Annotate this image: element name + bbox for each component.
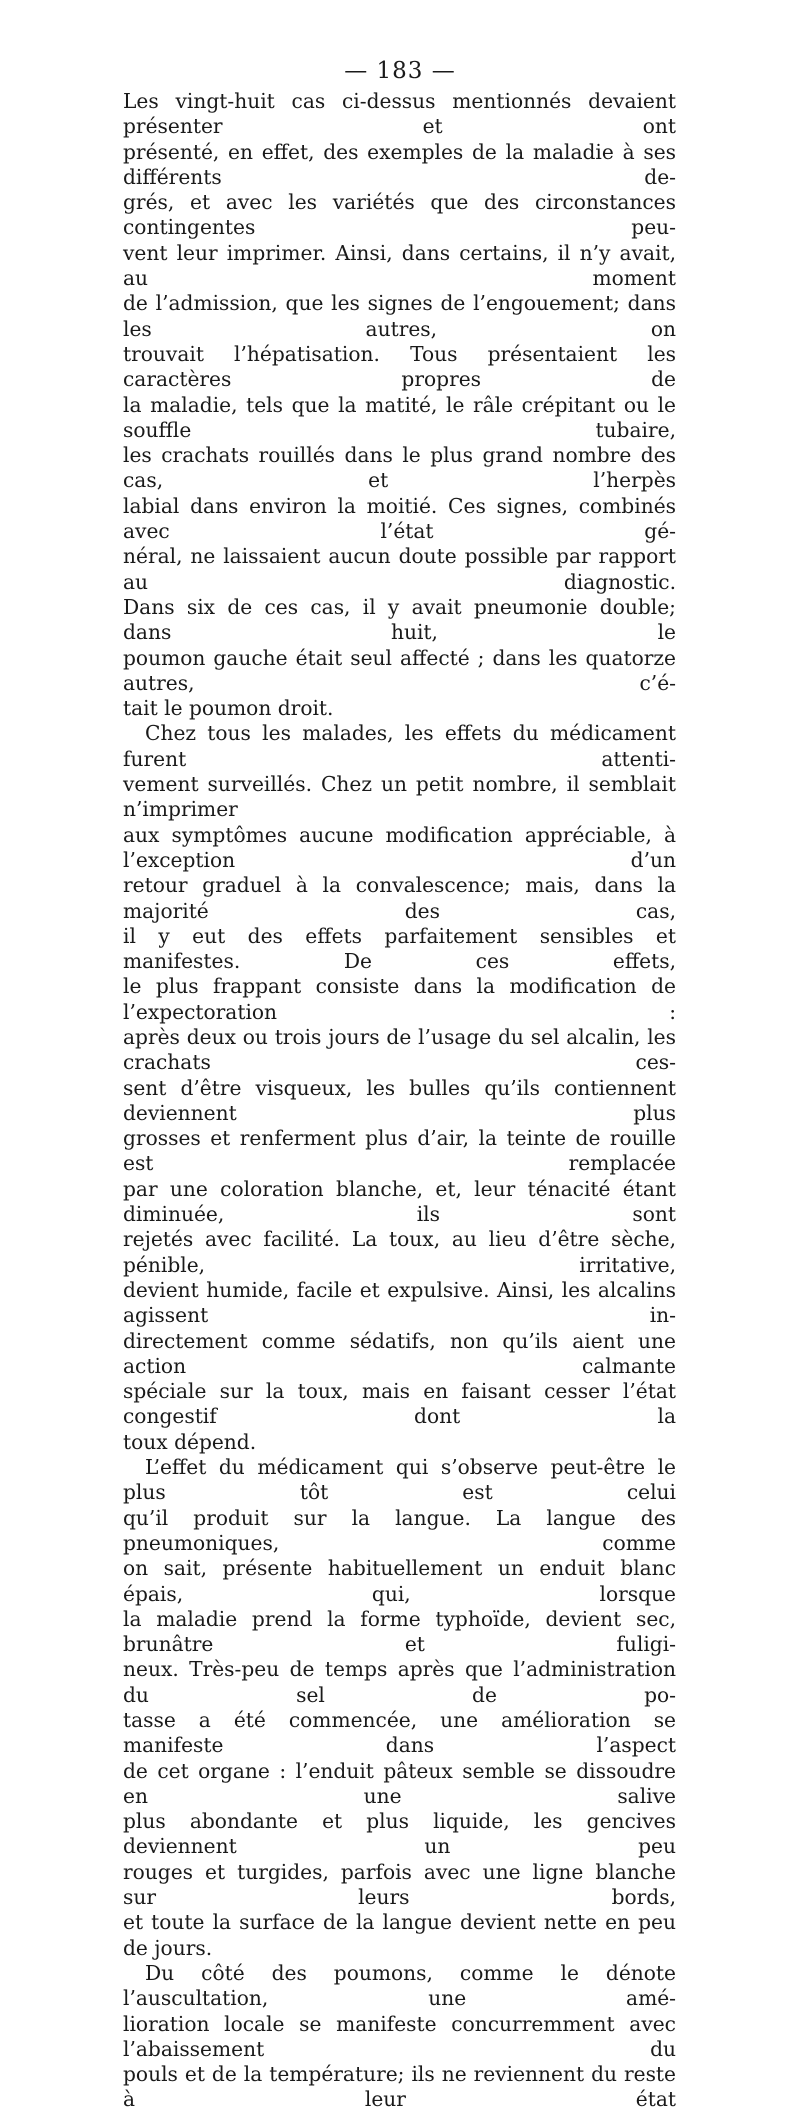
text-line: tasse a été commencée, une amélioration se manifeste dans l’aspect [123, 1708, 676, 1758]
text-line: sent d’être visqueux, les bulles qu’ils contiennent deviennent plus [123, 1075, 676, 1125]
text-line: et toute la surface de la langue devient nette en peu de jours. [123, 1910, 676, 1960]
text-line: la maladie prend la forme typhoïde, devient sec, brunâtre et fuligi- [123, 1606, 676, 1657]
text-line: qu’il produit sur la langue. La langue des pneumoniques, comme [123, 1505, 676, 1555]
page-number: — 183 — [344, 58, 456, 84]
text-line: vent leur imprimer. Ainsi, dans certains, il n’y avait, au moment [123, 240, 676, 291]
text-line: présenté, en effet, des exemples de la maladie à ses différents de- [123, 139, 676, 189]
text-line: spéciale sur la toux, mais en faisant cesser l’état congestif dont la [123, 1379, 676, 1429]
text-line: pouls et de la température; ils ne reviennent du reste à leur état [123, 2062, 676, 2112]
text-line: lioration locale se manifeste concurremment avec l’abaissement du [123, 2011, 676, 2061]
text-line: Chez tous les malades, les effets du médicament furent attenti- [123, 721, 676, 771]
text-line: poumon gauche était seul affecté ; dans les quatorze autres, c’é- [123, 645, 676, 695]
text-line: on sait, présente habituellement un enduit blanc épais, qui, lorsque [123, 1556, 676, 1606]
text-line: aux symptômes aucune modification appréciable, à l’exception d’un [123, 822, 676, 872]
text-line: L’effet du médicament qui s’observe peut-être le plus tôt est celui [123, 1455, 676, 1505]
text-line: il y eut des effets parfaitement sensibles et manifestes. De ces effets, [123, 923, 676, 974]
text-line: Dans six de ces cas, il y avait pneumonie double; dans huit, le [123, 594, 676, 645]
text-line: de l’admission, que les signes de l’engouement; dans les autres, on [123, 291, 676, 341]
body-text [123, 89, 676, 2113]
text-line: par une coloration blanche, et, leur ténacité étant diminuée, ils sont [123, 1176, 676, 1227]
text-line: labial dans environ la moitié. Ces signes, combinés avec l’état gé- [123, 493, 676, 544]
text-line: directement comme sédatifs, non qu’ils aient une action calmante [123, 1328, 676, 1378]
text-line: les crachats rouillés dans le plus grand nombre des cas, et l’herpès [123, 443, 676, 493]
text-line: neux. Très-peu de temps après que l’administration du sel de po- [123, 1657, 676, 1707]
text-line: rouges et turgides, parfois avec une ligne blanche sur leurs bords, [123, 1859, 676, 1910]
text-line: plus abondante et plus liquide, les gencives deviennent un peu [123, 1809, 676, 1859]
text-line: rejetés avec facilité. La toux, au lieu d’être sèche, pénible, irritative, [123, 1227, 676, 1277]
text-line: devient humide, facile et expulsive. Ainsi, les alcalins agissent in- [123, 1277, 676, 1328]
text-line: de cet organe : l’enduit pâteux semble se dissoudre en une salive [123, 1758, 676, 1808]
text-line: tait le poumon droit. [123, 696, 334, 721]
text-line: néral, ne laissaient aucun doute possible par rapport au diagnostic. [123, 544, 676, 594]
text-line: trouvait l’hépatisation. Tous présentaient les caractères propres de [123, 341, 676, 392]
text-line: vement surveillés. Chez un petit nombre, il semblait n’imprimer [123, 772, 676, 822]
text-line: la maladie, tels que la matité, le râle crépitant ou le souffle tubaire, [123, 392, 676, 442]
text-line: Les vingt-huit cas ci-dessus mentionnés devaient présenter et ont [123, 89, 676, 139]
text-line: après deux ou trois jours de l’usage du sel alcalin, les crachats ces- [123, 1024, 676, 1075]
text-line: grosses et renferment plus d’air, la teinte de rouille est remplacée [123, 1126, 676, 1176]
text-line: Du côté des poumons, comme le dénote l’auscultation, une amé- [123, 1960, 676, 2011]
text-line: grés, et avec les variétés que des circonstances contingentes peu- [123, 190, 676, 240]
text-line: toux dépend. [123, 1429, 257, 1454]
text-line: retour graduel à la convalescence; mais, dans la majorité des cas, [123, 873, 676, 923]
text-line: le plus frappant consiste dans la modification de l’expectoration : [123, 974, 676, 1024]
